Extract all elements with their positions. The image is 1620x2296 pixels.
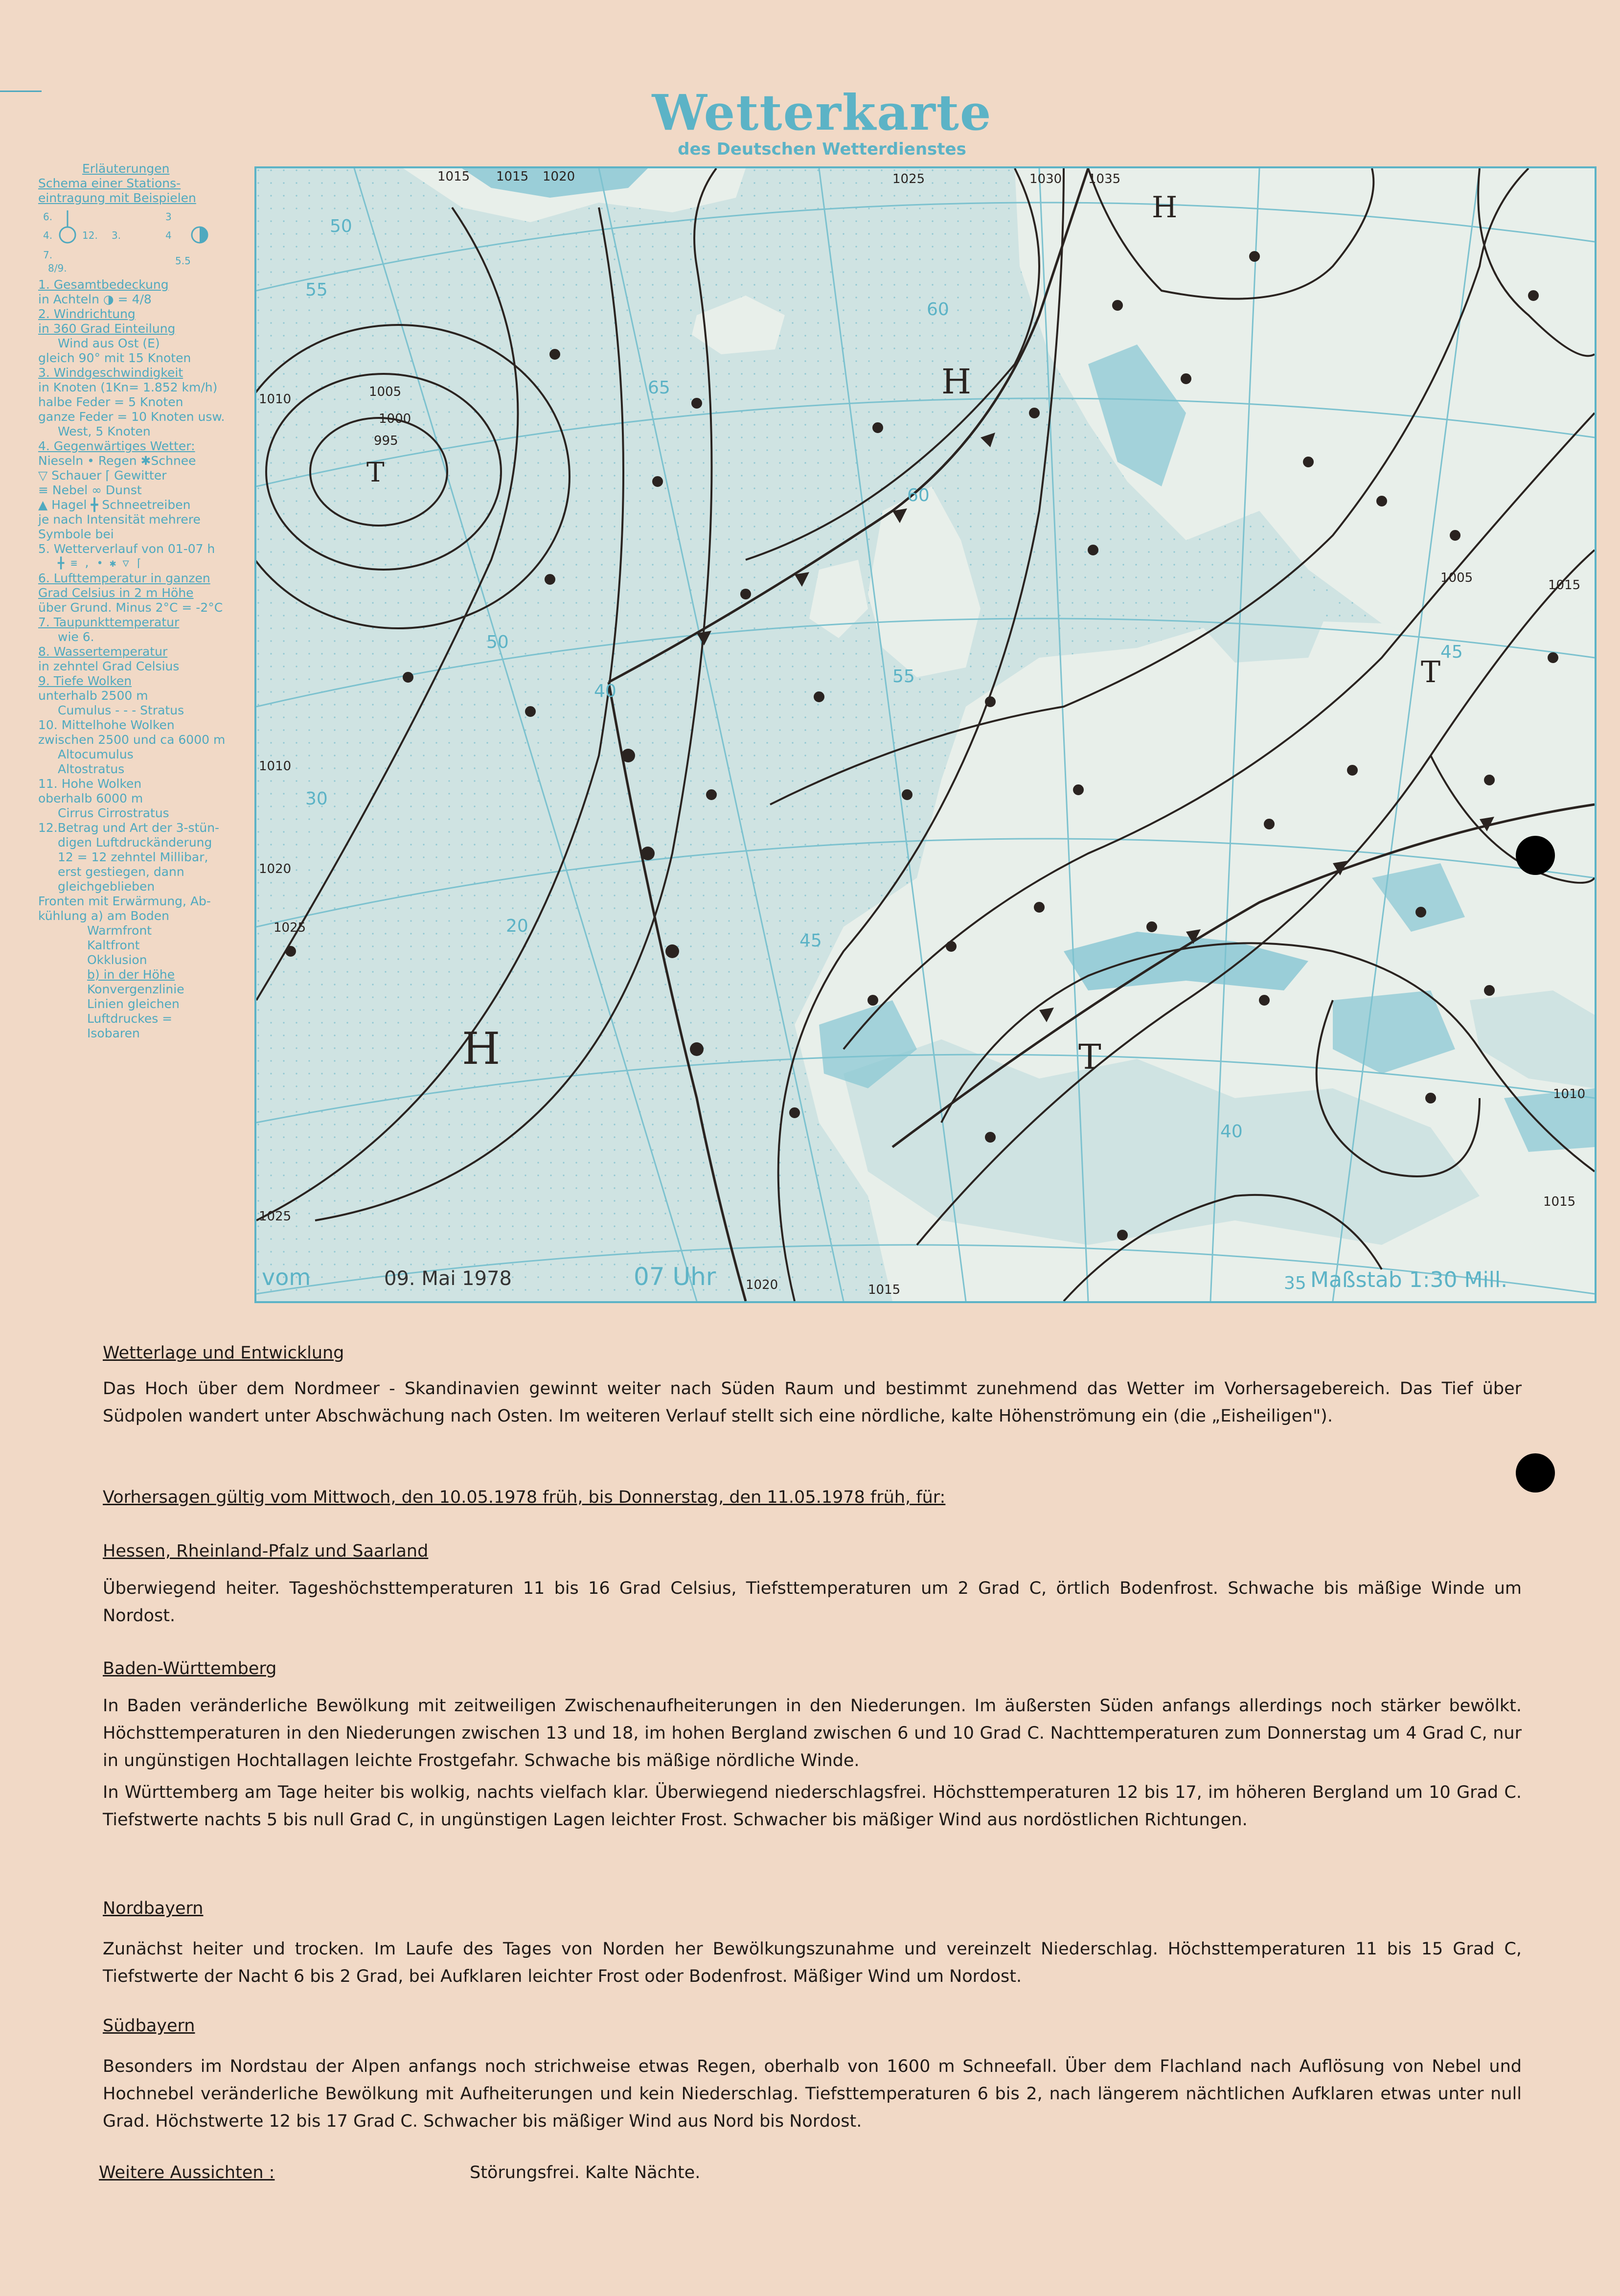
map-date: 09. Mai 1978 — [384, 1267, 512, 1290]
page-title: Wetterkarte — [652, 84, 992, 141]
legend-item: Cumulus - - - Stratus — [58, 703, 184, 717]
legend-item: Linien gleichen — [87, 997, 180, 1011]
legend-item: Fronten mit Erwärmung, Ab- — [38, 894, 211, 908]
legend-item: Grad Celsius in 2 m Höhe — [38, 586, 194, 600]
latitude-label: 40 — [1220, 1122, 1243, 1142]
legend-item: Altostratus — [58, 762, 125, 776]
legend-item: 8. Wassertemperatur — [38, 644, 168, 659]
pressure-center-label: H — [941, 362, 972, 402]
weather-map-canvas — [256, 168, 1595, 1301]
legend-item: in zehntel Grad Celsius — [38, 659, 180, 673]
legend-schema-2: eintragung mit Beispielen — [38, 191, 196, 205]
isobar-value: 1035 — [1088, 172, 1121, 186]
isobar-value: 1015 — [868, 1283, 901, 1297]
heading-suedbayern: Südbayern — [103, 2016, 195, 2036]
legend-item: in Knoten (1Kn= 1.852 km/h) — [38, 380, 218, 394]
station-model-example — [38, 206, 244, 274]
latitude-label: 50 — [330, 216, 352, 236]
isobar-value: 1020 — [746, 1278, 778, 1292]
paragraph-hessen: Überwiegend heiter. Tageshöchsttemperaturen 11 bis 16 Grad Celsius, Tiefsttemperaturen um 2 Grad C, örtlich Bodenfrost. Schwache bis mäßige Winde um Nordost. — [103, 1579, 1522, 1626]
heading-vorhersage: Vorhersagen gültig vom Mittwoch, den 10.05.1978 früh, bis Donnerstag, den 11.05.1978 früh, für: — [103, 1488, 946, 1507]
pressure-center-label: T — [1421, 655, 1441, 689]
punch-hole — [1516, 836, 1555, 875]
legend-item: Wind aus Ost (E) — [58, 336, 160, 350]
legend-item: gleichgeblieben — [58, 879, 155, 894]
heading-weitere-aussichten: Weitere Aussichten : — [99, 2163, 275, 2182]
legend-item: unterhalb 2500 m — [38, 689, 148, 703]
legend-title: Erläuterungen — [82, 161, 170, 176]
svg-text:8/9.: 8/9. — [48, 262, 67, 274]
legend-item: Okklusion — [87, 953, 147, 967]
isobar-value: 1025 — [274, 920, 306, 935]
legend-item: 10. Mittelhohe Wolken — [38, 718, 175, 732]
svg-text:3.: 3. — [112, 230, 121, 241]
legend-schema-1: Schema einer Stations- — [38, 176, 181, 190]
latitude-label: 45 — [1440, 642, 1463, 662]
legend-item: oberhalb 6000 m — [38, 791, 143, 805]
legend-item: 11. Hohe Wolken — [38, 777, 142, 791]
svg-text:5.5: 5.5 — [175, 255, 191, 267]
legend-item: 4. Gegenwärtiges Wetter: — [38, 439, 195, 453]
latitude-label: 40 — [594, 681, 616, 701]
heading-hessen: Hessen, Rheinland-Pfalz und Saarland — [103, 1541, 429, 1561]
legend-item: 7. Taupunkttemperatur — [38, 615, 180, 629]
latitude-label: 55 — [892, 666, 915, 687]
isobar-value: 995 — [374, 434, 398, 448]
legend-item: zwischen 2500 und ca 6000 m — [38, 733, 226, 747]
isobar-value: 1010 — [1553, 1087, 1586, 1102]
weitere-aussichten-text: Störungsfrei. Kalte Nächte. — [470, 2163, 701, 2182]
legend-item: halbe Feder = 5 Knoten — [38, 395, 183, 409]
latitude-label: 60 — [927, 299, 949, 320]
latitude-label: 50 — [486, 632, 509, 652]
legend-item: West, 5 Knoten — [58, 424, 151, 438]
legend-item: 5. Wetterverlauf von 01-07 h — [38, 542, 215, 556]
legend-item: 9. Tiefe Wolken — [38, 674, 132, 688]
legend-item: Konvergenzlinie — [87, 982, 184, 996]
legend-item: 1. Gesamtbedeckung — [38, 277, 169, 292]
pressure-center-label: T — [1078, 1037, 1101, 1077]
legend-item: über Grund. Minus 2°C = -2°C — [38, 600, 223, 615]
legend-item: ▲ Hagel ╋ Schneetreiben — [38, 498, 191, 512]
legend-item: Cirrus Cirrostratus — [58, 806, 169, 820]
legend-item: Luftdruckes = — [87, 1011, 173, 1026]
legend-item: Isobaren — [87, 1026, 140, 1040]
legend-item: 12.Betrag und Art der 3-stün- — [38, 821, 220, 835]
punch-hole — [1516, 1453, 1555, 1492]
isobar-value: 1025 — [259, 1209, 292, 1224]
isobar-value: 1020 — [259, 862, 292, 876]
svg-text:12.: 12. — [82, 230, 98, 241]
legend-item: ▽ Schauer ⌈⁠ Gewitter — [38, 468, 167, 482]
legend-item: Kaltfront — [87, 938, 140, 952]
paragraph-baden: In Baden veränderliche Bewölkung mit zeitweiligen Zwischenaufheiterungen in den Niederungen. Im äußersten Süden anfangs allerdings noch stärker bewölkt. Höchsttemperaturen in den Niederungen zwischen 13 und 18, im hohen Bergland zwischen 6 und 10 Grad C. Nachttemperaturen zum Donnerstag um 4 Grad C, nur in ungünstigen Hochtallagen leichte Frostgefahr. Schwache bis mäßige nördliche Winde. — [103, 1696, 1522, 1770]
heading-baden-wuerttemberg: Baden-Württemberg — [103, 1659, 277, 1678]
isobar-value: 1015 — [496, 169, 529, 184]
latitude-label: 45 — [799, 931, 822, 951]
isobar-value: 1015 — [1548, 578, 1581, 593]
map-scale: Maßstab 1:30 Mill. — [1310, 1267, 1508, 1292]
legend — [38, 161, 253, 1041]
latitude-label: 65 — [648, 378, 670, 398]
svg-text:4.: 4. — [43, 230, 53, 241]
map-time: 07 Uhr — [634, 1263, 716, 1291]
pressure-center-label: H — [462, 1023, 501, 1075]
isobar-value: 1030 — [1029, 172, 1062, 186]
map-footer-vom: vom — [262, 1264, 311, 1290]
latitude-label: 60 — [907, 485, 930, 505]
heading-wetterlage: Wetterlage und Entwicklung — [103, 1343, 344, 1363]
isobar-value: 1005 — [1440, 571, 1473, 585]
legend-item: Altocumulus — [58, 747, 134, 761]
legend-item: digen Luftdruckänderung — [58, 835, 212, 850]
isobar-value: 1015 — [437, 169, 470, 184]
isobar-value: 1005 — [369, 385, 402, 399]
title-block — [602, 86, 1042, 159]
legend-item: erst gestiegen, dann — [58, 865, 184, 879]
heading-nordbayern: Nordbayern — [103, 1899, 204, 1918]
isobar-value: 1010 — [259, 759, 292, 774]
latitude-label: 30 — [305, 789, 328, 809]
pressure-center-label: H — [1152, 190, 1178, 225]
paragraph-wuerttemberg: In Württemberg am Tage heiter bis wolkig, nachts vielfach klar. Überwiegend niederschlagsfrei. Höchsttemperaturen 12 bis 17, im höheren Bergland um 10 Grad C. Tiefstwerte nachts 5 bis null Grad C, in ungünstigen Lagen leichter Frost. Schwacher bis mäßiger Wind aus nordöstlichen Richtungen. — [103, 1783, 1522, 1830]
latitude-label: 55 — [305, 280, 328, 300]
legend-weather-symbols: ╋ ≡ , • ✱ ▽ ⌈ — [58, 557, 142, 570]
legend-item: je nach Intensität mehrere — [38, 512, 201, 527]
weather-map — [254, 166, 1597, 1303]
pressure-center-label: T — [366, 457, 385, 488]
isobar-value: 1020 — [543, 169, 575, 184]
svg-text:3: 3 — [165, 211, 172, 223]
legend-item: 6. Lufttemperatur in ganzen — [38, 571, 210, 585]
paragraph-suedbayern: Besonders im Nordstau der Alpen anfangs noch strichweise etwas Regen, oberhalb von 1600 m Schneefall. Über dem Flachland nach Auflösung von Nebel und Hochnebel veränderliche Bewölkung mit Aufheiterungen und kein Niederschlag. Tiefsttemperaturen 6 bis 2, nach längerem nächtlichen Aufklaren etwas unter null Grad. Höchstwerte 12 bis 17 Grad C. Schwacher bis mäßiger Wind aus Nord bis Nordost. — [103, 2057, 1522, 2131]
page-subtitle: des Deutschen Wetterdienstes — [678, 139, 966, 159]
legend-item: Symbole bei — [38, 527, 114, 541]
legend-item: b) in der Höhe — [87, 967, 175, 982]
legend-item: in Achteln ◑ = 4/8 — [38, 292, 152, 306]
legend-item: Nieseln • Regen ✱Schnee — [38, 454, 196, 468]
svg-text:6.: 6. — [43, 211, 53, 223]
isobar-value: 1000 — [379, 412, 411, 426]
paragraph-nordbayern: Zunächst heiter und trocken. Im Laufe des Tages von Norden her Bewölkungszunahme und vereinzelt Niederschlag. Höchsttemperaturen 11 bis 15 Grad C, Tiefstwerte der Nacht 6 bis 2 Grad, bei Aufklaren leichter Frost oder Bodenfrost. Mäßiger Wind um Nordost. — [103, 1939, 1522, 1986]
legend-item: gleich 90° mit 15 Knoten — [38, 351, 191, 365]
legend-item: 12 = 12 zehntel Millibar, — [58, 850, 208, 864]
corner-mark — [0, 91, 42, 92]
legend-item: ganze Feder = 10 Knoten usw. — [38, 410, 225, 424]
legend-item: in 360 Grad Einteilung — [38, 321, 176, 336]
svg-text:4: 4 — [165, 230, 172, 241]
latitude-label: 20 — [506, 916, 528, 936]
legend-item: 3. Windgeschwindigkeit — [38, 366, 183, 380]
legend-item: wie 6. — [58, 630, 94, 644]
svg-text:7.: 7. — [43, 249, 53, 261]
legend-item: 2. Windrichtung — [38, 307, 136, 321]
isobar-value: 1025 — [892, 172, 925, 186]
isobar-value: 1010 — [259, 392, 292, 407]
isobar-value: 1015 — [1543, 1194, 1576, 1209]
legend-item: kühlung a) am Boden — [38, 909, 170, 923]
legend-item: Warmfront — [87, 923, 152, 938]
latitude-label: 35 — [1284, 1273, 1306, 1293]
legend-item: ≡ Nebel ∞ Dunst — [38, 483, 142, 497]
paragraph-wetterlage: Das Hoch über dem Nordmeer - Skandinavien gewinnt weiter nach Süden Raum und bestimmt zunehmend das Wetter im Vorhersagebereich. Das Tief über Südpolen wandert unter Abschwächung nach Osten. Im weiteren Verlauf stellt sich eine nördliche, kalte Höhenströmung ein (die „Eisheiligen"). — [103, 1379, 1522, 1426]
